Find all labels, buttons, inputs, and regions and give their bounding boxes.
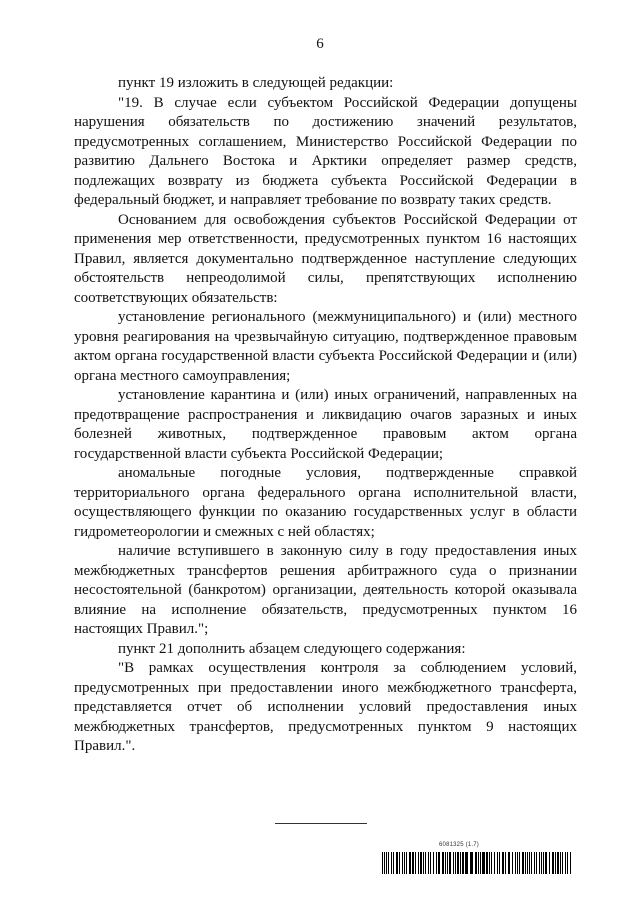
paragraph: установление регионального (межмуниципального) и (или) местного уровня реагирования на чрезвычайную ситуацию, подтвержденное правовым актом органа государственной власти субъекта Российской Федерации и (или) органа местного самоуправления; xyxy=(74,309,577,384)
paragraph: наличие вступившего в законную силу в году предоставления иных межбюджетных трансфертов решения арбитражного суда о признании несостоятельной (банкротом) организации, деятельность которой оказывала влияние на исполнение обязательств, предусмотренных пунктом 16 настоящих Правил."; xyxy=(74,543,577,637)
paragraph: "19. В случае если субъектом Российской Федерации допущены нарушения обязательств по достижению значений результатов, предусмотренных соглашением, Министерство Российской Федерации по развитию Дальнего Востока и Арктики определяет размер средств, подлежащих возврату из бюджета субъекта Российской Федерации в федеральный бюджет, и направляет требование по возврату таких средств. xyxy=(74,94,577,208)
document-body xyxy=(74,74,577,757)
page-number: 6 xyxy=(316,36,324,52)
paragraph: аномальные погодные условия, подтвержденные справкой территориального органа федерального органа исполнительной власти, осуществляющего функции по оказанию государственных услуг в области гидрометеорологии и смежных с ней областях; xyxy=(74,465,577,540)
footnote-separator xyxy=(275,823,367,824)
document-code: 6081325 (1.7) xyxy=(439,842,479,848)
paragraph: установление карантина и (или) иных ограничений, направленных на предотвращение распространения и ликвидацию очагов заразных и иных болезней животных, подтвержденное правовым актом органа государственной власти субъекта Российской Федерации; xyxy=(74,387,577,462)
barcode xyxy=(382,852,572,874)
paragraph: пункт 21 дополнить абзацем следующего содержания: xyxy=(118,640,466,657)
paragraph: пункт 19 изложить в следующей редакции: xyxy=(118,75,394,91)
paragraph: Основанием для освобождения субъектов Российской Федерации от применения мер ответственности, предусмотренных пунктом 16 настоящих Правил, является документально подтвержденное наступление следующих обстоятельств непреодолимой силы, препятствующих исполнению соответствующих обязательств: xyxy=(74,211,577,306)
paragraph: "В рамках осуществления контроля за соблюдением условий, предусмотренных при предоставлении иного межбюджетного трансферта, представляется отчет об исполнении условий предоставления иных межбюджетных трансфертов, предусмотренных пунктом 9 настоящих Правил.". xyxy=(74,660,577,754)
